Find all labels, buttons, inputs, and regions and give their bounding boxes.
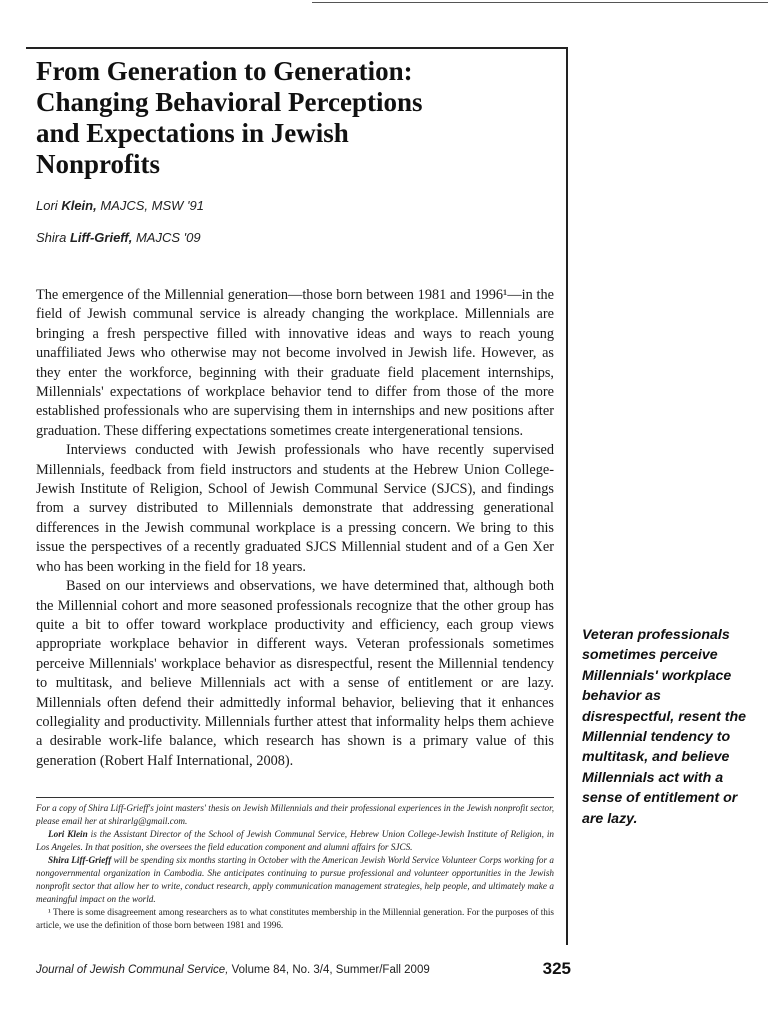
klein-bio-name: Lori Klein xyxy=(48,829,88,839)
frame-right-rule xyxy=(566,47,568,945)
journal-name: Journal of Jewish Communal Service, xyxy=(36,964,229,976)
body-paragraph-3: Based on our interviews and observations, we have determined that, although both the Millennial cohort and more seasoned professionals recognize that the other group has quite a bit to offer toward workplace productivity and efficiency, each group views appropriate workplace behavior in different ways. Veteran professionals sometimes perceive Millennials' workplace behavior as disrespectful, resent the Millennial tendency to multitask, and believe Millennials act with a sense of entitlement or are lazy. Millennials often defend their admittedly informal behavior, believing that it enhances collegiality and productivity. Millennials further attest that informality helps them achieve a desirable work-life balance, which research has shown is a primary value of this generation (Robert Half International, 2008). xyxy=(36,578,554,769)
page-footer xyxy=(36,959,571,982)
author-credentials: MAJCS '09 xyxy=(135,230,201,245)
title-line: and Expectations in Jewish xyxy=(36,118,349,148)
top-rule xyxy=(312,2,768,3)
author-last-name: Klein, xyxy=(61,198,97,213)
page-number: 325 xyxy=(542,959,571,978)
author-first-name: Shira xyxy=(36,230,67,245)
author-credentials: MAJCS, MSW '91 xyxy=(100,198,204,213)
body-paragraph-1: The emergence of the Millennial generation—those born between 1981 and 1996¹—in the field of Jewish communal service is already changing the workplace. Millennials are bringing a fresh perspective filled with innovative ideas and ways to reach young unaffiliated Jews who otherwise may not become involved in Jewish life. However, as they enter the workforce, beginning with their graduate field placement internships, Millennials' expectations of workplace behavior tend to differ from those of the more established professionals who are supervising them in internships and new positions after graduation. These differing expectations sometimes create intergenerational tensions. xyxy=(36,287,554,439)
klein-bio-text: is the Assistant Director of the School of Jewish Communal Service, Hebrew Union College-Jewish Institute of Religion, in Los Angeles. In that position, she oversees the field education component and alumni affairs for SJCS. xyxy=(36,829,554,852)
author-klein xyxy=(36,198,204,213)
article-title xyxy=(36,56,556,180)
article-body xyxy=(36,286,554,771)
liff-grieff-bio xyxy=(36,854,554,906)
frame-top-rule xyxy=(26,47,568,49)
liff-grieff-bio-text: will be spending six months starting in October with the American Jewish World Service Volunteer Corps working for a nongovernmental organization in Cambodia. She anticipates continuing to pursue professional and volunteer opportunities in the Jewish nonprofit sector that allow her to write, conduct research, apply communication management strategies, help people, and ultimately make a meaningful impact on the world. xyxy=(36,855,554,904)
author-notes xyxy=(36,802,554,932)
author-liff-grieff xyxy=(36,230,201,245)
title-line: From Generation to Generation: xyxy=(36,56,413,86)
footnote-1: ¹ There is some disagreement among researchers as to what constitutes membership in the Millennial generation. For the purposes of this article, we use the definition of those born between 1981 and 1996. xyxy=(36,907,554,930)
author-first-name: Lori xyxy=(36,198,58,213)
pull-quote: Veteran professionals sometimes perceive Millennials' workplace behavior as disrespectful, resent the Millennial tendency to multitask, and believe Millennials act with a sense of entitlement or are lazy. xyxy=(582,627,746,827)
journal-citation xyxy=(36,964,430,976)
title-line: Changing Behavioral Perceptions xyxy=(36,87,423,117)
title-line: Nonprofits xyxy=(36,149,161,179)
klein-bio xyxy=(36,828,554,854)
body-paragraph-2: Interviews conducted with Jewish professionals who have recently supervised Millennials, feedback from field instructors and students at the Hebrew Union College-Jewish Institute of Religion, School of Jewish Communal Service (SJCS), and findings from a survey distributed to Millennials demonstrate that addressing generational differences in the Jewish communal workplace is a pressing concern. We bring to this issue the perspectives of a recently graduated SJCS Millennial student and of a Gen Xer who has been working in the field for 18 years. xyxy=(36,442,554,575)
author-last-name: Liff-Grieff, xyxy=(69,230,133,245)
journal-issue: Volume 84, No. 3/4, Summer/Fall 2009 xyxy=(228,964,430,976)
liff-grieff-bio-name: Shira Liff-Grieff xyxy=(48,855,112,865)
footnote-rule xyxy=(36,797,554,798)
thesis-note: For a copy of Shira Liff-Grieff's joint masters' thesis on Jewish Millennials and their professional experiences in the Jewish nonprofit sector, please email her at shirarlg@gmail.com. xyxy=(36,803,554,826)
